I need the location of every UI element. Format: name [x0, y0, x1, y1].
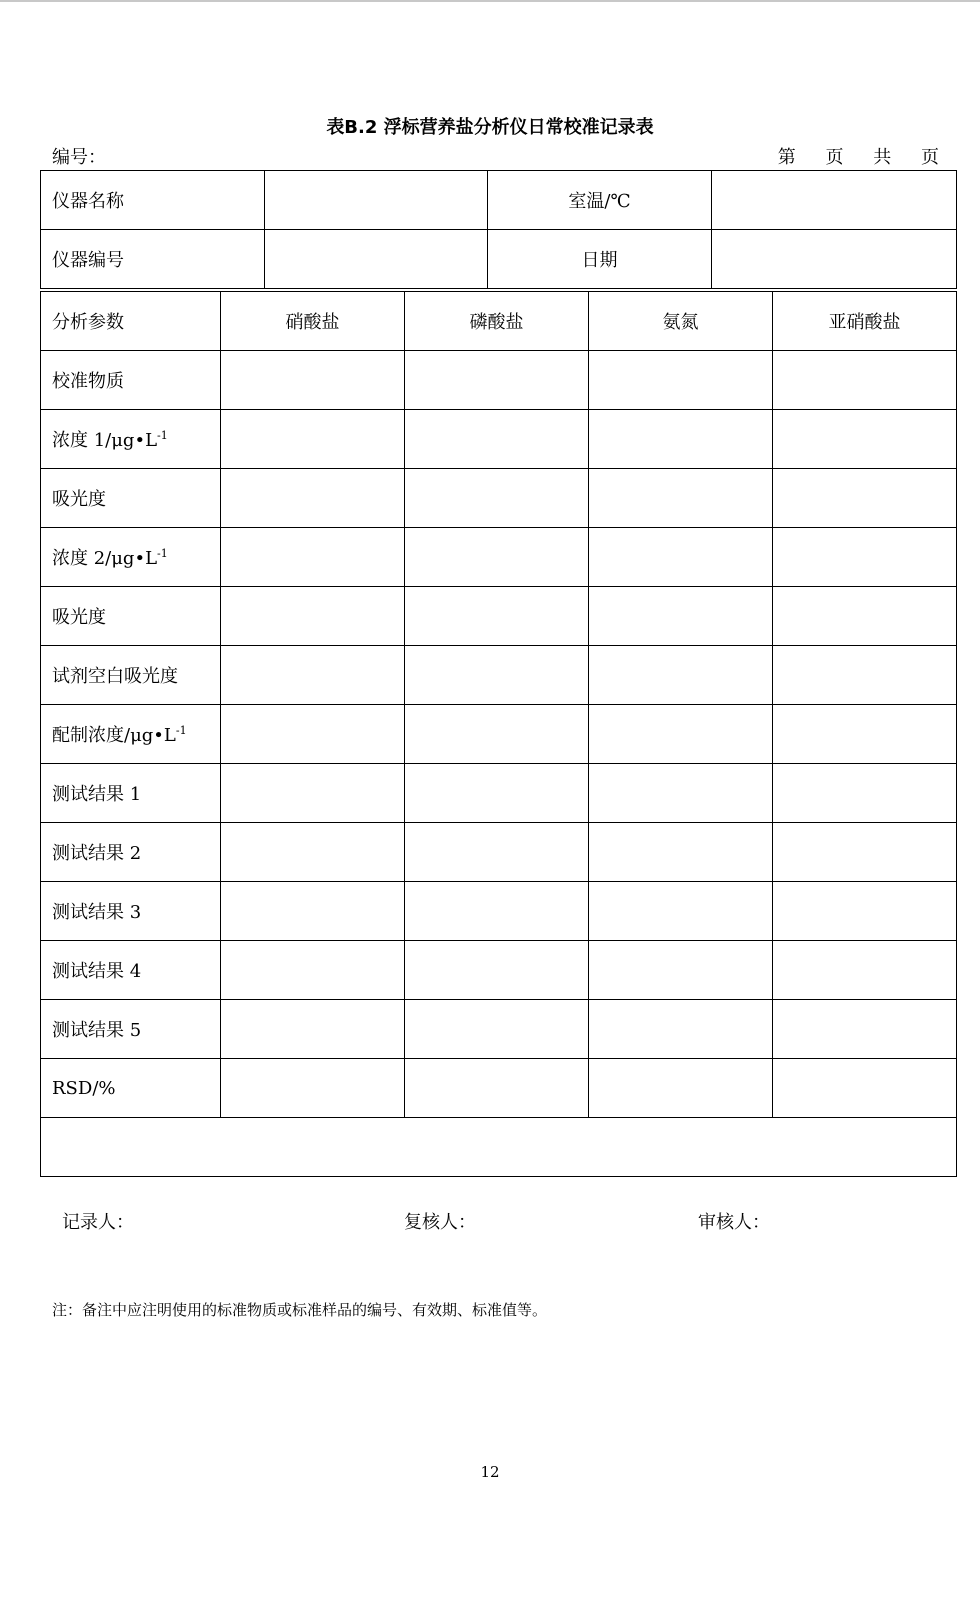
value-cell[interactable] [773, 1000, 957, 1059]
serial-number-label: 编号： [52, 147, 106, 168]
value-cell[interactable] [589, 941, 773, 1000]
value-cell[interactable] [589, 823, 773, 882]
value-cell[interactable] [405, 764, 589, 823]
column-header-parameter: 分析参数 [41, 292, 221, 351]
value-cell[interactable] [773, 646, 957, 705]
value-cell[interactable] [405, 823, 589, 882]
value-cell[interactable] [589, 764, 773, 823]
value-cell[interactable] [773, 764, 957, 823]
value-cell[interactable] [221, 941, 405, 1000]
instrument-no-value[interactable] [265, 230, 488, 289]
header-row [41, 292, 957, 351]
value-cell[interactable] [405, 410, 589, 469]
column-header-nitrite: 亚硝酸盐 [773, 292, 957, 351]
row-label [41, 705, 221, 764]
page-of-4: 页 [921, 147, 939, 168]
row-label [41, 1059, 221, 1118]
recorder-label: 记录人： [62, 1212, 134, 1233]
row-label [41, 764, 221, 823]
row-label [41, 587, 221, 646]
value-cell[interactable] [773, 1059, 957, 1118]
value-cell[interactable] [405, 351, 589, 410]
value-cell[interactable] [221, 823, 405, 882]
instrument-name-label: 仪器名称 [41, 171, 265, 230]
value-cell[interactable] [405, 1059, 589, 1118]
value-cell[interactable] [221, 1059, 405, 1118]
reviewer-label: 复核人： [404, 1212, 476, 1233]
row-label-text: RSD/% [52, 1077, 116, 1099]
instrument-info-table [40, 170, 957, 289]
remark-cell[interactable] [41, 1118, 957, 1177]
row-label-text: 测试结果 2 [52, 843, 142, 864]
footnote: 注：备注中应注明使用的标准物质或标准样品的编号、有效期、标准值等。 [52, 1301, 548, 1319]
value-cell[interactable] [773, 410, 957, 469]
row-label-text: 吸光度 [52, 607, 106, 628]
value-cell[interactable] [773, 941, 957, 1000]
value-cell[interactable] [405, 469, 589, 528]
value-cell[interactable] [589, 646, 773, 705]
value-cell[interactable] [589, 1000, 773, 1059]
page-number: 12 [480, 1463, 500, 1481]
value-cell[interactable] [589, 705, 773, 764]
table-row [41, 764, 957, 823]
row-label-text: 浓度 1/μg•L [52, 430, 158, 451]
remark-row [41, 1118, 957, 1177]
row-label [41, 882, 221, 941]
value-cell[interactable] [221, 528, 405, 587]
row-label [41, 469, 221, 528]
instrument-no-label: 仪器编号 [41, 230, 265, 289]
value-cell[interactable] [405, 528, 589, 587]
value-cell[interactable] [589, 528, 773, 587]
room-temp-value[interactable] [712, 171, 957, 230]
table-row [41, 705, 957, 764]
instrument-name-value[interactable] [265, 171, 488, 230]
row-label [41, 823, 221, 882]
row-label-text: 测试结果 3 [52, 902, 142, 923]
instrument-no-row [41, 230, 957, 289]
date-label: 日期 [488, 230, 712, 289]
row-label-text: 测试结果 1 [52, 784, 142, 805]
table-row [41, 528, 957, 587]
value-cell[interactable] [589, 351, 773, 410]
row-label [41, 1000, 221, 1059]
table-row [41, 1059, 957, 1118]
page-top-border [0, 0, 980, 2]
row-label-text: 配制浓度/μg•L [52, 725, 176, 746]
value-cell[interactable] [773, 528, 957, 587]
value-cell[interactable] [773, 351, 957, 410]
value-cell[interactable] [221, 469, 405, 528]
page-of-1: 第 [777, 147, 796, 168]
value-cell[interactable] [589, 882, 773, 941]
table-row [41, 351, 957, 410]
calibration-table [40, 291, 957, 1177]
table-row [41, 823, 957, 882]
value-cell[interactable] [405, 1000, 589, 1059]
row-label [41, 528, 221, 587]
table-row [41, 1000, 957, 1059]
table-row [41, 587, 957, 646]
value-cell[interactable] [221, 587, 405, 646]
value-cell[interactable] [405, 646, 589, 705]
instrument-name-row [41, 171, 957, 230]
value-cell[interactable] [221, 882, 405, 941]
value-cell[interactable] [221, 705, 405, 764]
value-cell[interactable] [773, 469, 957, 528]
page-count [778, 143, 939, 169]
unit-exponent: -1 [157, 429, 168, 442]
table-row [41, 410, 957, 469]
unit-exponent: -1 [157, 547, 168, 560]
approver-label: 审核人： [698, 1212, 770, 1233]
page-of-3: 共 [873, 147, 892, 168]
value-cell[interactable] [221, 351, 405, 410]
value-cell[interactable] [773, 823, 957, 882]
row-label [41, 941, 221, 1000]
date-value[interactable] [712, 230, 957, 289]
value-cell[interactable] [589, 469, 773, 528]
value-cell[interactable] [405, 941, 589, 1000]
value-cell[interactable] [221, 646, 405, 705]
column-header-phosphate: 磷酸盐 [405, 292, 589, 351]
value-cell[interactable] [773, 882, 957, 941]
row-label-text: 浓度 2/μg•L [52, 548, 158, 569]
value-cell[interactable] [405, 705, 589, 764]
row-label-text: 校准物质 [52, 371, 124, 392]
value-cell[interactable] [221, 1000, 405, 1059]
table-row [41, 469, 957, 528]
page-of-2: 页 [825, 147, 844, 168]
table-row [41, 882, 957, 941]
value-cell[interactable] [221, 410, 405, 469]
row-label-text: 测试结果 5 [52, 1020, 142, 1041]
row-label [41, 410, 221, 469]
row-label-text: 试剂空白吸光度 [52, 666, 178, 687]
column-header-ammonia: 氨氮 [589, 292, 773, 351]
value-cell[interactable] [589, 587, 773, 646]
form-title: 表B.2 浮标营养盐分析仪日常校准记录表 [326, 117, 654, 138]
row-label [41, 646, 221, 705]
table-row [41, 941, 957, 1000]
room-temp-label: 室温/℃ [488, 171, 712, 230]
value-cell[interactable] [773, 705, 957, 764]
value-cell[interactable] [405, 587, 589, 646]
table-row [41, 646, 957, 705]
value-cell[interactable] [589, 1059, 773, 1118]
value-cell[interactable] [405, 882, 589, 941]
row-label-text: 吸光度 [52, 489, 106, 510]
value-cell[interactable] [773, 587, 957, 646]
value-cell[interactable] [589, 410, 773, 469]
value-cell[interactable] [221, 764, 405, 823]
unit-exponent: -1 [175, 724, 187, 737]
row-label [41, 351, 221, 410]
row-label-text: 测试结果 4 [52, 961, 142, 982]
column-header-nitrate: 硝酸盐 [221, 292, 405, 351]
